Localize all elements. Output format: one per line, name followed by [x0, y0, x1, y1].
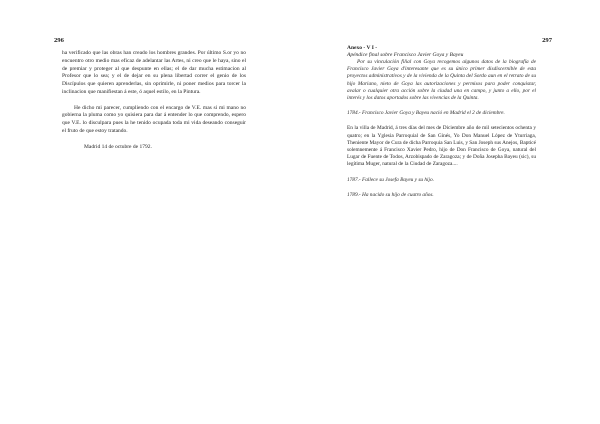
annex-intro: Por su vinculación filial con Goya recogemos algunos datos de la biografía de Francisco Javier Goya d'interesante que es su único primer disdiscernible de esta proyectos administrativos y de la vivienda de la Quinta del Sordo aun en el retrato de su hijo Mariano, nieto de Goya las autorizaciones y permisos para poder conquistar, avalar o cualquier otra acción sobre la ciudad una en campo, y junto a ello, por el interés y los datos aportados sobre las vivencias de la Quinta.: [347, 59, 536, 102]
letter-text-column: [62, 50, 246, 151]
paragraph: ha verificado que las obras han creado los hombres grandes. Por último S.or yo no encuentro otro medio mas eficaz de adelantar las Artes, ni creo que le haya, sino el de premiar y proteger al que despunte en ellas; el de dar mucha estimacion al Profesor que lo sea; y el de dejar en su plena libertad correr el genio de los Discípulos que quieren aprenderlas, sin oprimirle, ni poner medios para torcer la inclinacion que manifiestan á este, ó aquel estilo, en la Pintura.: [62, 50, 246, 95]
paragraph: He dicho mi parecer, cumpliendo con el encargo de V.E. mas si mi mano no gobierna la pluma como yo quisiera para dar á entender lo que comprendo, espero que V.E. lo disculpara pues la he tenido ocupada toda mi vida deseando conseguir el fruto de que estoy tratando.: [62, 104, 246, 134]
letter-signoff: Madrid 14 de octubre de 1792.: [84, 143, 152, 150]
chronology-entry-1787: 1787.- Fallece su Josefa Bayeu y su hijo.: [347, 176, 434, 183]
chronology-entry-1789: 1789.- Ha nacido su hijo de cuatro años.: [347, 191, 434, 198]
chronology-entry-1784: 1784.- Francisco Javier Goya y Bayeu nació en Madrid el 2 de diciembre.: [347, 110, 505, 117]
page-number: 297: [542, 37, 552, 44]
right-page: [300, 0, 600, 424]
baptism-record: En la villa de Madrid, á tres días del mes de Diciembre año de mil setecientos ochenta y quatro; en la Yglesia Parroquial de San Ginés, Yo Don Manuel López de Yturriaga, Theniente Mayor de Cura de dicha Parroquia San Luis, y San Joseph sus Anejos, Bapticé solemnemente á Francisco Xavier Pedro, hijo de Don Francisco de Goya, natural del Lugar de Fuente de Todos, Arzobispado de Zaragoza; y de Doña Josepha Bayeu (sic), su legítima Muger, natural de la Ciudad de Zaragoza....: [347, 125, 536, 168]
annex-subtitle: Apéndice final sobre Francisco Javier Goya y Bayeu: [347, 52, 464, 58]
annex-text-column: [347, 45, 536, 199]
annex-title: Anexo - V I -: [347, 45, 378, 51]
page-number: 296: [54, 37, 64, 44]
